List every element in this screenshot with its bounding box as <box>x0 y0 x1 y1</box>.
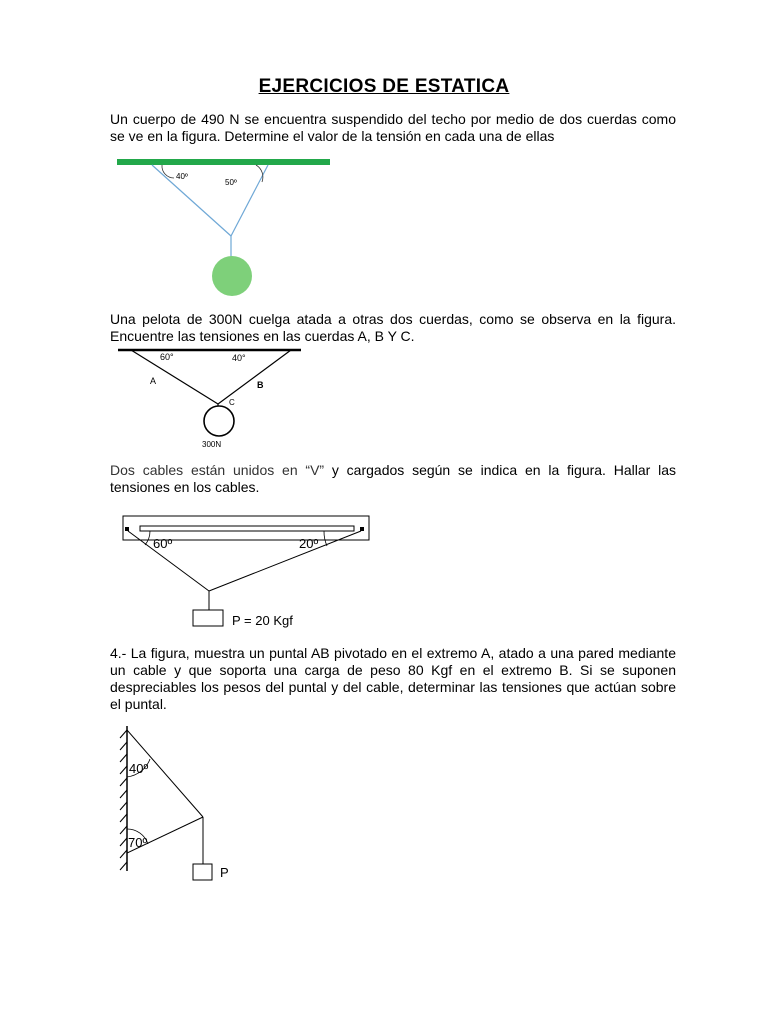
angle-label-60: 60º <box>153 536 173 551</box>
exercise-2-text: Una pelota de 300N cuelga atada a otras dos cuerdas, como se observa en la figura. Encuentre las tensiones en las cuerdas A, B Y C. <box>110 311 676 344</box>
angle-label-40: 40° <box>232 353 246 363</box>
angle-label-40: 40º <box>129 761 149 776</box>
angle-label-50: 50º <box>225 178 237 187</box>
exercise-1-text: Un cuerpo de 490 N se encuentra suspendido del techo por medio de dos cuerdas como se ve en la figura. Determine el valor de la tensión en cada una de ellas <box>110 111 676 144</box>
angle-label-60: 60° <box>160 352 174 362</box>
ball-weight-label: 300N <box>202 440 222 449</box>
load-label: P = 20 Kgf <box>232 613 293 628</box>
angle-label-20: 20º <box>299 536 319 551</box>
page-title: EJERCICIOS DE ESTATICA <box>258 76 510 97</box>
rope-label-c: C <box>229 398 235 407</box>
rope-label-a: A <box>150 376 157 386</box>
exercise-3-text-part2: y cargados según se indica en la figura. Hallar las tensiones en los cables. <box>110 462 676 495</box>
angle-label-70: 70º <box>128 835 148 850</box>
exercise-4-text: 4.- La figura, muestra un puntal AB pivotado en el extremo A, atado a una pared mediante un cable y que soporta una carga de peso 80 Kgf en el extremo B. Si se suponen despreciables los pesos del puntal y del cable, determinar las tensiones que actúan sobre el puntal. <box>110 645 676 712</box>
wall-hatching <box>120 730 127 870</box>
angle-label-40: 40º <box>176 172 188 181</box>
load-box <box>193 864 212 880</box>
rope-label-b: B <box>257 380 264 390</box>
exercise-3-text-part1: Dos cables están unidos en “V” <box>110 462 325 478</box>
load-label: P <box>220 865 229 880</box>
